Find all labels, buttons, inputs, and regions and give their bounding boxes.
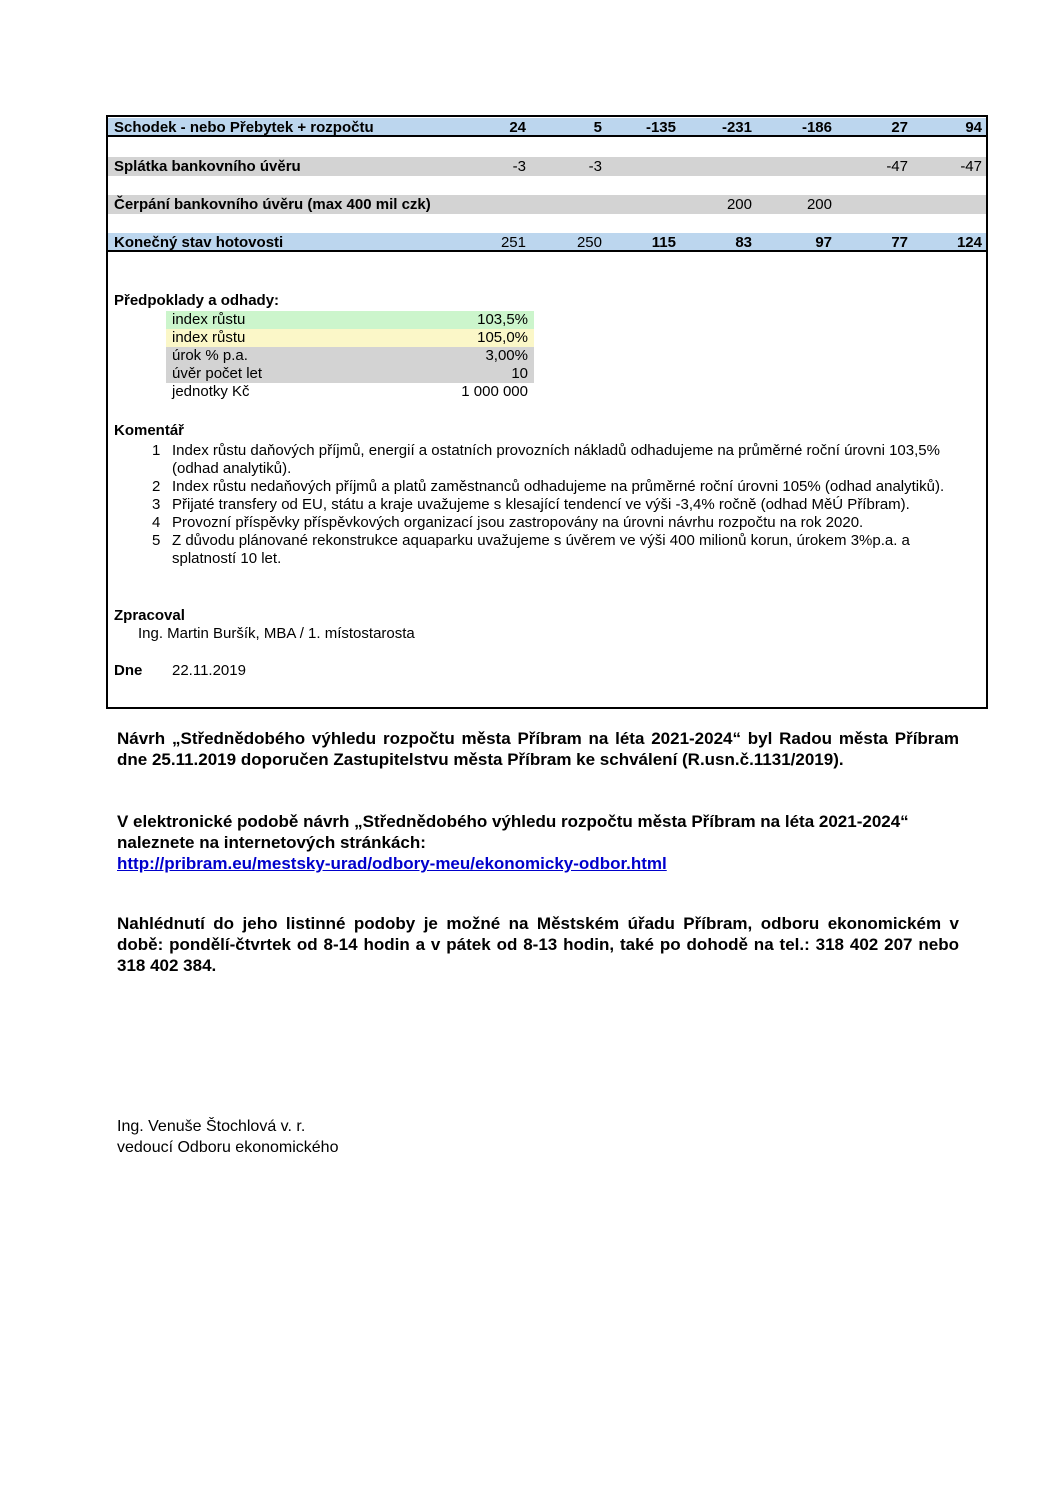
table-cell: 97 <box>815 234 832 251</box>
row-label: Schodek - nebo Přebytek + rozpočtu <box>114 119 374 136</box>
table-row-deficit <box>108 118 986 137</box>
comment-item <box>108 442 986 478</box>
table-row-final-cash <box>108 233 986 252</box>
inspection-paragraph: Nahlédnutí do jeho listinné podoby je možné na Městském úřadu Příbram, odboru ekonomickém v době: pondělí-čtvrtek od 8-14 hodin a v pátek od 8-13 hodin, také po dohodě na tel.: 318 402 207 nebo 318 402 384. <box>117 914 959 975</box>
table-cell: 251 <box>500 234 526 251</box>
online-version-text: V elektronické podobě návrh „Střednědobého výhledu rozpočtu města Příbram na léta 2021-2024“ naleznete na internetových stránkách: <box>117 812 909 852</box>
assumption-value: 103,5% <box>477 311 528 328</box>
table-cell: 200 <box>806 196 832 213</box>
table-cell: -3 <box>512 158 526 175</box>
assumption-row <box>166 365 534 383</box>
comment-item <box>108 478 986 496</box>
comment-text: Index růstu daňových příjmů, energií a ostatních provozních nákladů odhadujeme na průměrné roční úrovni 103,5% (odhad analytiků). <box>172 442 940 477</box>
row-label: Konečný stav hotovosti <box>114 234 284 251</box>
comment-number: 3 <box>152 496 161 513</box>
comment-text: Provozní příspěvky příspěvkových organizací jsou zastropovány na úrovni návrhu rozpočtu na rok 2020. <box>172 514 864 531</box>
assumption-key: index růstu <box>172 311 246 328</box>
assumption-row <box>166 311 534 329</box>
comments-title: Komentář <box>114 422 185 439</box>
comment-number: 5 <box>152 532 161 549</box>
assumption-key: úvěr počet let <box>172 365 263 382</box>
assumption-key: index růstu <box>172 329 246 346</box>
comment-item <box>108 532 986 568</box>
comment-text: Z důvodu plánované rekonstrukce aquaparku uvažujeme s úvěrem ve výši 400 milionů korun, úrokem 3%p.a. a splatností 10 let. <box>172 532 910 567</box>
comment-text: Index růstu nedaňových příjmů a platů zaměstnanců odhadujeme na průměrné roční úrovni 105% (odhad analytiků). <box>172 478 945 495</box>
assumptions-title: Předpoklady a odhady: <box>114 292 280 309</box>
budget-summary-box <box>106 115 988 709</box>
online-version-paragraph <box>117 811 959 874</box>
table-cell: 24 <box>509 119 526 136</box>
comment-number: 1 <box>152 442 161 459</box>
date-label: Dne <box>114 662 143 679</box>
table-row-loan-drawdown <box>108 195 986 214</box>
assumption-row <box>166 329 534 347</box>
table-cell: 77 <box>891 234 908 251</box>
signature-name: Ing. Venuše Štochlová v. r. <box>117 1118 306 1135</box>
signature-role: vedoucí Odboru ekonomického <box>117 1139 339 1156</box>
table-cell: 27 <box>891 119 908 136</box>
table-cell: 83 <box>735 234 752 251</box>
comment-item <box>108 514 986 532</box>
table-row-loan-repayment <box>108 157 986 176</box>
assumption-value: 3,00% <box>485 347 528 364</box>
comment-item <box>108 496 986 514</box>
table-cell: 94 <box>965 119 982 136</box>
budget-link[interactable]: http://pribram.eu/mestsky-urad/odbory-meu/ekonomicky-odbor.html <box>117 854 667 873</box>
row-label: Splátka bankovního úvěru <box>114 158 301 175</box>
assumption-value: 1 000 000 <box>461 383 528 400</box>
comment-number: 4 <box>152 514 161 531</box>
table-cell: 250 <box>576 234 602 251</box>
table-cell: -47 <box>960 158 982 175</box>
approval-paragraph: Návrh „Střednědobého výhledu rozpočtu města Příbram na léta 2021-2024“ byl Radou města Příbram dne 25.11.2019 doporučen Zastupitelstvu města Příbram ke schválení (R.usn.č.1131/2019). <box>117 729 959 769</box>
row-label: Čerpání bankovního úvěru (max 400 mil czk) <box>114 196 431 213</box>
table-cell: -186 <box>801 119 832 136</box>
assumption-row <box>166 347 534 365</box>
comment-text: Přijaté transfery od EU, státu a kraje uvažujeme s klesající tendencí ve výši -3,4% ročně (odhad MěÚ Příbram). <box>172 496 910 513</box>
table-cell: 5 <box>593 119 602 136</box>
comments-list <box>108 442 986 568</box>
processed-by-label: Zpracoval <box>114 607 185 624</box>
table-cell: -135 <box>645 119 676 136</box>
assumption-key: úrok % p.a. <box>172 347 248 364</box>
date-value: 22.11.2019 <box>172 662 246 679</box>
assumption-value: 10 <box>511 365 528 382</box>
assumption-value: 105,0% <box>477 329 528 346</box>
table-cell: -231 <box>721 119 752 136</box>
table-cell: 200 <box>726 196 752 213</box>
table-cell: 115 <box>651 234 676 251</box>
processed-by-name: Ing. Martin Buršík, MBA / 1. místostarosta <box>138 625 415 642</box>
assumption-key: jednotky Kč <box>172 383 250 400</box>
table-cell: 124 <box>956 234 982 251</box>
table-cell: -47 <box>886 158 908 175</box>
table-cell: -3 <box>588 158 602 175</box>
assumption-row <box>166 383 534 401</box>
comment-number: 2 <box>152 478 161 495</box>
